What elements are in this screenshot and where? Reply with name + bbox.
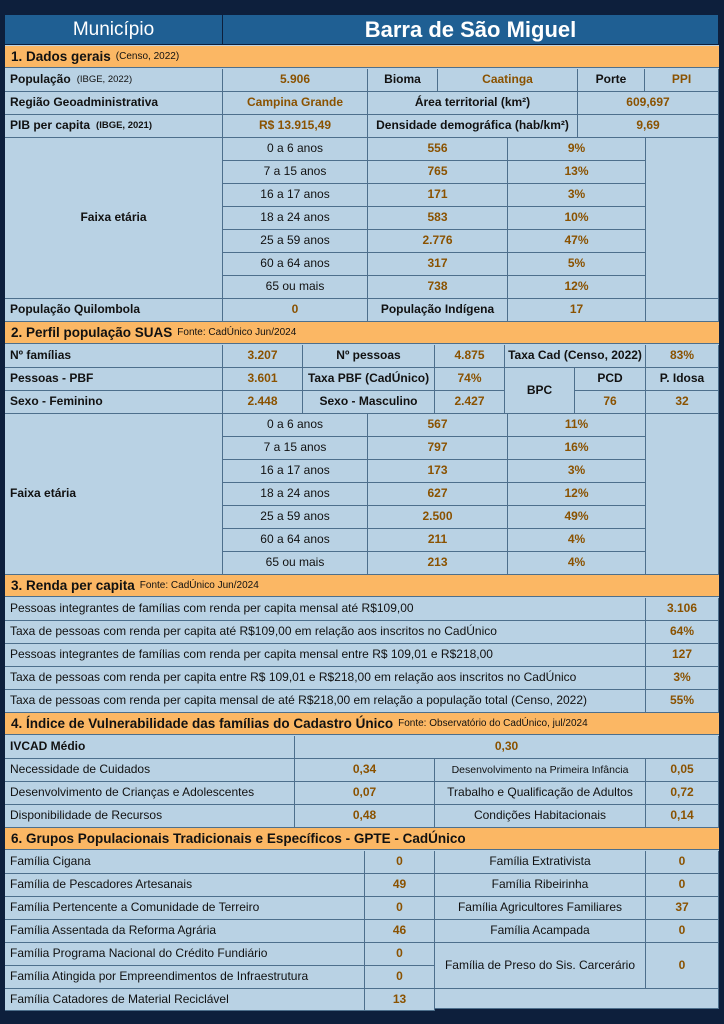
gpte-value: 0 <box>646 920 719 943</box>
faixa-value: 317 <box>368 253 508 276</box>
area-label: Área territorial (km²) <box>368 92 578 115</box>
label-text: PIB per capita <box>10 118 91 133</box>
faixa-value: 738 <box>368 276 508 299</box>
pessoas-value: 4.875 <box>435 345 505 368</box>
empty-cell <box>646 138 719 299</box>
gpte-value: 0 <box>365 943 435 966</box>
gpte-label: Família Ribeirinha <box>435 874 646 897</box>
faixa-value: 213 <box>368 552 508 575</box>
renda-value: 127 <box>646 644 719 667</box>
faixa-label: 16 a 17 anos <box>223 184 368 207</box>
pib-label <box>5 115 223 138</box>
gpte-value: 0 <box>646 874 719 897</box>
renda-value: 64% <box>646 621 719 644</box>
taxacad-value: 83% <box>646 345 719 368</box>
faixa-value: 765 <box>368 161 508 184</box>
faixa-label: 65 ou mais <box>223 552 368 575</box>
section-6-header <box>5 828 719 850</box>
section-title: 1. Dados gerais <box>11 49 111 64</box>
faixa-etaria-label: Faixa etária <box>5 414 223 575</box>
renda-value: 3.106 <box>646 598 719 621</box>
section-4-header <box>5 713 719 735</box>
section-3-header <box>5 575 719 597</box>
faixa-value: 567 <box>368 414 508 437</box>
gpte-label: Família Agricultores Familiares <box>435 897 646 920</box>
criancas-value: 0,07 <box>295 782 435 805</box>
faixa-pct: 5% <box>508 253 646 276</box>
feminino-value: 2.448 <box>223 391 303 414</box>
gpte-value: 37 <box>646 897 719 920</box>
densidade-value: 9,69 <box>578 115 719 138</box>
faixa-label: 18 a 24 anos <box>223 207 368 230</box>
faixa-pct: 47% <box>508 230 646 253</box>
faixa-label: 0 a 6 anos <box>223 414 368 437</box>
gpte-value: 0 <box>365 966 435 989</box>
infancia-label: Desenvolvimento na Primeira Infância <box>435 759 646 782</box>
faixa-label: 25 a 59 anos <box>223 506 368 529</box>
faixa-label: 18 a 24 anos <box>223 483 368 506</box>
faixa-label: 7 a 15 anos <box>223 437 368 460</box>
gpte-label: Família Pertencente a Comunidade de Terreiro <box>5 897 365 920</box>
pbf-value: 3.601 <box>223 368 303 391</box>
section-title: 6. Grupos Populacionais Tradicionais e Específicos - GPTE - CadÚnico <box>11 831 466 846</box>
quilombola-value: 0 <box>223 299 368 322</box>
pcd-value: 76 <box>575 391 646 414</box>
faixa-value: 556 <box>368 138 508 161</box>
faixa-pct: 10% <box>508 207 646 230</box>
municipio-label: Município <box>5 15 223 45</box>
ivcad-value: 0,30 <box>295 736 719 759</box>
section-source: (Censo, 2022) <box>115 51 180 62</box>
masculino-label: Sexo - Masculino <box>303 391 435 414</box>
faixa-label: 65 ou mais <box>223 276 368 299</box>
faixa-pct: 9% <box>508 138 646 161</box>
section-title: 2. Perfil população SUAS <box>11 325 173 340</box>
faixa-value: 211 <box>368 529 508 552</box>
gpte-label: Família Assentada da Reforma Agrária <box>5 920 365 943</box>
gpte-value: 0 <box>646 851 719 874</box>
bioma-value: Caatinga <box>438 69 578 92</box>
bioma-label: Bioma <box>368 69 438 92</box>
gpte-value: 49 <box>365 874 435 897</box>
faixa-pct: 4% <box>508 552 646 575</box>
gpte-label: Família Cigana <box>5 851 365 874</box>
faixa-value: 627 <box>368 483 508 506</box>
fact-sheet-table <box>5 15 719 1009</box>
empty-cell <box>435 989 719 1009</box>
empty-cell <box>646 414 719 575</box>
section-source: Fonte: CadÚnico Jun/2024 <box>177 327 297 338</box>
faixa-pct: 16% <box>508 437 646 460</box>
faixa-label: 60 a 64 anos <box>223 253 368 276</box>
renda-label: Pessoas integrantes de famílias com renda per capita mensal até R$109,00 <box>5 598 646 621</box>
gpte-label: Família Extrativista <box>435 851 646 874</box>
masculino-value: 2.427 <box>435 391 505 414</box>
faixa-pct: 11% <box>508 414 646 437</box>
faixa-value: 583 <box>368 207 508 230</box>
section-2-header <box>5 322 719 344</box>
ivcad-label: IVCAD Médio <box>5 736 295 759</box>
faixa-label: 25 a 59 anos <box>223 230 368 253</box>
section-title: 4. Índice de Vulnerabilidade das famílias do Cadastro Único <box>11 716 394 731</box>
idosa-value: 32 <box>646 391 719 414</box>
densidade-label: Densidade demográfica (hab/km²) <box>368 115 578 138</box>
gpte-label: Família Atingida por Empreendimentos de Infraestrutura <box>5 966 365 989</box>
empty-cell <box>646 299 719 322</box>
faixa-value: 171 <box>368 184 508 207</box>
faixa-etaria-label: Faixa etária <box>5 138 223 299</box>
faixa-value: 2.776 <box>368 230 508 253</box>
populacao-label <box>5 69 223 92</box>
faixa-label: 16 a 17 anos <box>223 460 368 483</box>
porte-value: PPI <box>645 69 719 92</box>
idosa-label: P. Idosa <box>646 368 719 391</box>
faixa-pct: 12% <box>508 276 646 299</box>
pcd-label: PCD <box>575 368 646 391</box>
faixa-label: 7 a 15 anos <box>223 161 368 184</box>
faixa-pct: 13% <box>508 161 646 184</box>
gpte-label: Família de Pescadores Artesanais <box>5 874 365 897</box>
infancia-value: 0,05 <box>646 759 719 782</box>
label-source: (IBGE, 2021) <box>96 119 152 131</box>
quilombola-label: População Quilombola <box>5 299 223 322</box>
label-text: População <box>10 72 71 87</box>
renda-value: 3% <box>646 667 719 690</box>
regiao-value: Campina Grande <box>223 92 368 115</box>
renda-value: 55% <box>646 690 719 713</box>
trabalho-value: 0,72 <box>646 782 719 805</box>
recursos-value: 0,48 <box>295 805 435 828</box>
section-title: 3. Renda per capita <box>11 578 135 593</box>
cuidados-label: Necessidade de Cuidados <box>5 759 295 782</box>
area-value: 609,697 <box>578 92 719 115</box>
pbf-label: Pessoas - PBF <box>5 368 223 391</box>
feminino-label: Sexo - Feminino <box>5 391 223 414</box>
section-source: Fonte: CadÚnico Jun/2024 <box>139 580 259 591</box>
gpte-value: 0 <box>365 851 435 874</box>
faixa-label: 60 a 64 anos <box>223 529 368 552</box>
gpte-label: Família Acampada <box>435 920 646 943</box>
renda-label: Taxa de pessoas com renda per capita mensal de até R$218,00 em relação a população total (Censo, 2022) <box>5 690 646 713</box>
gpte-value: 0 <box>646 943 719 989</box>
bpc-label: BPC <box>505 368 575 414</box>
gpte-value: 46 <box>365 920 435 943</box>
municipio-name: Barra de São Miguel <box>223 15 719 45</box>
faixa-pct: 3% <box>508 184 646 207</box>
renda-label: Taxa de pessoas com renda per capita entre R$ 109,01 e R$218,00 em relação aos inscritos no CadÚnico <box>5 667 646 690</box>
familias-value: 3.207 <box>223 345 303 368</box>
faixa-pct: 49% <box>508 506 646 529</box>
habitacionais-label: Condições Habitacionais <box>435 805 646 828</box>
faixa-value: 2.500 <box>368 506 508 529</box>
section-1-header <box>5 46 719 68</box>
faixa-pct: 3% <box>508 460 646 483</box>
trabalho-label: Trabalho e Qualificação de Adultos <box>435 782 646 805</box>
faixa-pct: 12% <box>508 483 646 506</box>
renda-label: Pessoas integrantes de famílias com renda per capita mensal entre R$ 109,01 e R$218,00 <box>5 644 646 667</box>
indigena-label: População Indígena <box>368 299 508 322</box>
faixa-value: 797 <box>368 437 508 460</box>
cuidados-value: 0,34 <box>295 759 435 782</box>
gpte-value: 0 <box>365 897 435 920</box>
label-source: (IBGE, 2022) <box>76 73 133 85</box>
section-source: Fonte: Observatório do CadÚnico, jul/2024 <box>398 718 588 729</box>
taxacad-label: Taxa Cad (Censo, 2022) <box>505 345 646 368</box>
pessoas-label: Nº pessoas <box>303 345 435 368</box>
faixa-pct: 4% <box>508 529 646 552</box>
faixa-value: 173 <box>368 460 508 483</box>
taxapbf-value: 74% <box>435 368 505 391</box>
recursos-label: Disponibilidade de Recursos <box>5 805 295 828</box>
criancas-label: Desenvolvimento de Crianças e Adolescentes <box>5 782 295 805</box>
gpte-label: Família de Preso do Sis. Carcerário <box>435 943 646 989</box>
faixa-label: 0 a 6 anos <box>223 138 368 161</box>
renda-label: Taxa de pessoas com renda per capita até R$109,00 em relação aos inscritos no CadÚnico <box>5 621 646 644</box>
indigena-value: 17 <box>508 299 646 322</box>
regiao-label: Região Geoadministrativa <box>5 92 223 115</box>
gpte-label: Família Catadores de Material Reciclável <box>5 989 365 1011</box>
gpte-value: 13 <box>365 989 435 1011</box>
populacao-value: 5.906 <box>223 69 368 92</box>
familias-label: Nº famílias <box>5 345 223 368</box>
habitacionais-value: 0,14 <box>646 805 719 828</box>
pib-value: R$ 13.915,49 <box>223 115 368 138</box>
porte-label: Porte <box>578 69 645 92</box>
taxapbf-label: Taxa PBF (CadÚnico) <box>303 368 435 391</box>
gpte-label: Família Programa Nacional do Crédito Fundiário <box>5 943 365 966</box>
